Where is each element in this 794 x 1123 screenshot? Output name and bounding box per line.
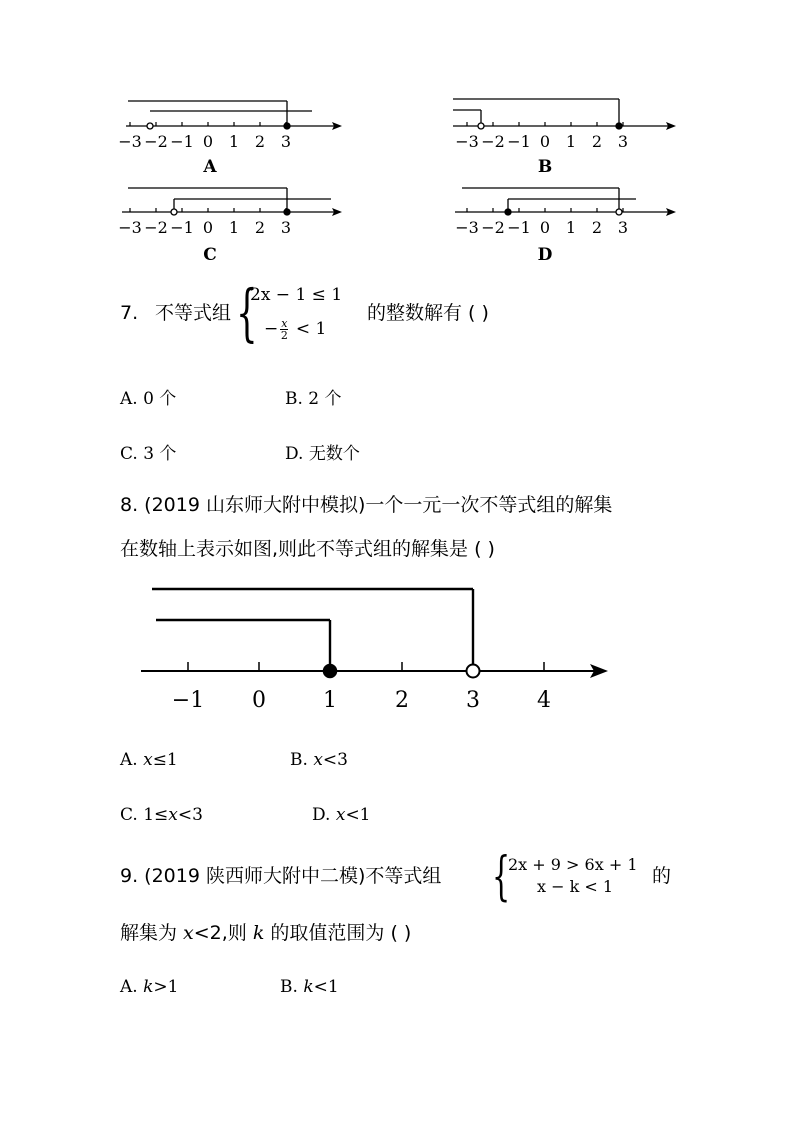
q8-tick-label: 3 — [466, 688, 480, 713]
q9-l2-mid: <2,则 — [193, 922, 253, 944]
q8-text-line-1: 8. (2019 山东师大附中模拟)一个一元一次不等式组的解集 — [120, 494, 613, 516]
closed-point — [616, 123, 622, 129]
q8-d-pre: D. — [312, 805, 336, 825]
q7-number: 7. — [120, 302, 139, 324]
q9-option-b[interactable] — [280, 977, 339, 997]
tick-label: −3 — [118, 218, 142, 237]
q9-l2-pre: 解集为 — [120, 922, 184, 944]
tick-label: −2 — [144, 132, 168, 151]
q8-closed-point-1 — [324, 665, 337, 678]
q8-open-point-3 — [467, 665, 480, 678]
panel-label: C — [203, 245, 217, 265]
open-point — [171, 209, 177, 215]
q8-tick-label: 2 — [395, 688, 409, 713]
q7-frac-den: 2 — [280, 329, 288, 342]
tick-label: 2 — [254, 218, 266, 237]
q7-frac-num: x — [281, 317, 288, 330]
q9-b-pre: B. — [280, 977, 304, 997]
number-line-panel-b — [453, 99, 676, 177]
q7-option-d[interactable]: D. 无数个 — [285, 444, 360, 464]
q7-option-c[interactable]: C. 3 个 — [120, 444, 177, 464]
open-point — [147, 123, 153, 129]
tick-label: 2 — [591, 132, 603, 151]
q7-tail: 的整数解有 ( ) — [367, 302, 489, 324]
tick-label: 1 — [565, 132, 577, 151]
open-point — [616, 209, 622, 215]
q9-inequality-1: 2x + 9 > 6x + 1 — [508, 855, 638, 874]
tick-label: −3 — [455, 218, 479, 237]
q8-text-line-2: 在数轴上表示如图,则此不等式组的解集是 ( ) — [120, 538, 495, 560]
q8-b-rel: <3 — [322, 750, 348, 770]
number-line-panel-d — [455, 188, 676, 265]
q8-tick-label: −1 — [171, 688, 205, 713]
tick-label: 1 — [565, 218, 577, 237]
tick-label: 1 — [228, 218, 240, 237]
tick-label: 3 — [280, 132, 292, 151]
tick-label: −3 — [455, 132, 479, 151]
panel-label: D — [537, 245, 553, 265]
q8-option-a[interactable] — [120, 750, 178, 770]
q8-option-c[interactable] — [120, 805, 203, 825]
q9-brace: { — [492, 847, 511, 907]
q9-l2-k: k — [252, 922, 265, 944]
tick-label: −1 — [170, 132, 194, 151]
q8-tick-label: 4 — [537, 688, 551, 713]
panel-label: B — [537, 157, 553, 177]
number-line-panel-c — [118, 188, 342, 265]
panel-label: A — [203, 157, 217, 177]
q7-inequality-2 — [264, 318, 326, 341]
q8-tick-label: 1 — [323, 688, 337, 713]
tick-label: −1 — [170, 218, 194, 237]
q8-number-line — [0, 575, 794, 720]
q9-inequality-2: x − k < 1 — [537, 877, 614, 896]
tick-label: 3 — [280, 218, 292, 237]
tick-label: 3 — [617, 218, 629, 237]
q9-a-rel: >1 — [153, 977, 179, 997]
q9-text-line-2 — [120, 920, 411, 946]
number-line-figures — [0, 0, 794, 275]
open-point — [478, 123, 484, 129]
tick-label: −2 — [481, 218, 505, 237]
q9-a-var: k — [143, 977, 154, 997]
q8-c-pre: C. 1≤ — [120, 805, 169, 825]
q9-b-rel: <1 — [313, 977, 339, 997]
tick-label: 3 — [617, 132, 629, 151]
q8-c-rel: <3 — [177, 805, 203, 825]
q9-b-var: k — [303, 977, 314, 997]
q7-lead: 不等式组 — [155, 302, 232, 324]
q8-option-d[interactable] — [312, 805, 371, 825]
closed-point — [284, 209, 290, 215]
q9-l2-var: x — [183, 922, 194, 944]
tick-label: −2 — [481, 132, 505, 151]
q8-b-pre: B. — [290, 750, 314, 770]
number-line-panel-a — [118, 101, 342, 177]
q8-option-b[interactable] — [290, 750, 348, 770]
tick-label: −2 — [144, 218, 168, 237]
q7-option-b[interactable]: B. 2 个 — [285, 389, 342, 409]
q7-option-a[interactable]: A. 0 个 — [120, 389, 177, 409]
q9-text-tail: 的 — [652, 865, 672, 887]
tick-label: 2 — [591, 218, 603, 237]
q7-neg: − — [264, 319, 279, 339]
q8-a-var: x — [143, 750, 153, 770]
tick-label: −1 — [507, 132, 531, 151]
q7-brace: { — [236, 276, 258, 349]
closed-point — [505, 209, 511, 215]
tick-label: −3 — [118, 132, 142, 151]
tick-label: 2 — [254, 132, 266, 151]
q8-b-var: x — [313, 750, 323, 770]
tick-label: 0 — [202, 132, 214, 151]
q9-a-pre: A. — [120, 977, 144, 997]
q8-d-rel: <1 — [345, 805, 371, 825]
tick-label: 0 — [539, 218, 551, 237]
q7-inequality-1: 2x − 1 ≤ 1 — [250, 285, 343, 305]
q8-tick-label: 0 — [252, 688, 266, 713]
q7-fraction — [280, 318, 288, 341]
q8-d-var: x — [335, 805, 346, 825]
q8-c-var: x — [168, 805, 178, 825]
tick-label: 0 — [539, 132, 551, 151]
q8-a-rel: ≤1 — [152, 750, 178, 770]
q9-text-lead: 9. (2019 陕西师大附中二模)不等式组 — [120, 865, 442, 887]
closed-point — [284, 123, 290, 129]
q7-ineq2-rest: < 1 — [290, 319, 327, 339]
q9-option-a[interactable] — [120, 977, 178, 997]
tick-label: 1 — [228, 132, 240, 151]
tick-label: −1 — [507, 218, 531, 237]
q9-l2-post: 的取值范围为 ( ) — [264, 922, 412, 944]
q8-a-pre: A. — [120, 750, 144, 770]
tick-label: 0 — [202, 218, 214, 237]
